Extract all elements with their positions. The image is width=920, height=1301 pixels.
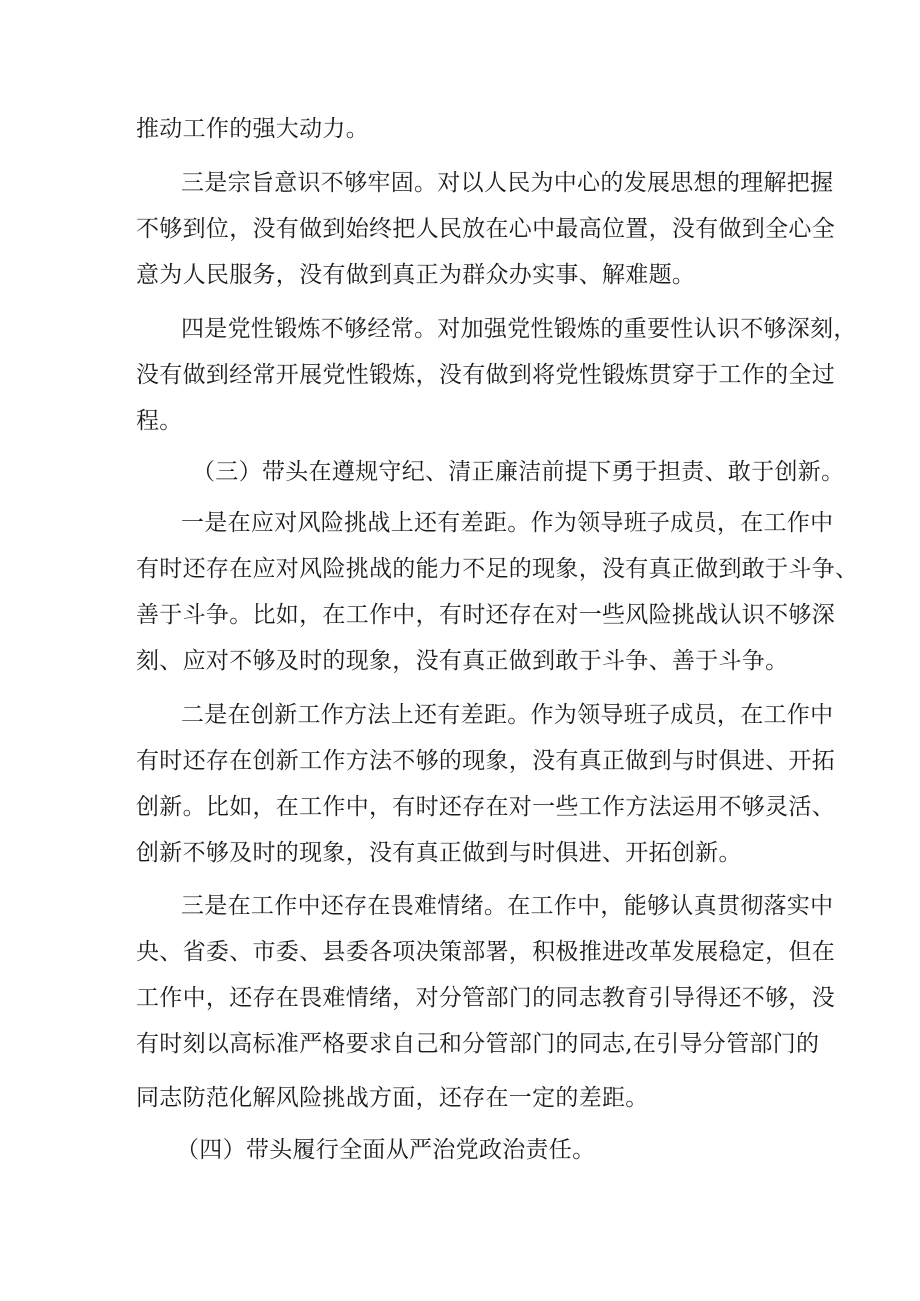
- text-line: 创新不够及时的现象，没有真正做到与时俱进、开拓创新。: [136, 840, 742, 866]
- text-line: 创新。比如，在工作中，有时还存在对一些工作方法运用不够灵活、: [136, 794, 835, 820]
- text-line: 不够到位，没有做到始终把人民放在心中最高位置，没有做到全心全: [136, 216, 835, 242]
- paragraph-first-line: 二是在创新工作方法上还有差距。作为领导班子成员，在工作中: [181, 702, 834, 728]
- paragraph-first-line: 三是宗旨意识不够牢固。对以人民为中心的发展思想的理解把握: [181, 170, 834, 196]
- paragraph-first-line: 一是在应对风险挑战上还有差距。作为领导班子成员，在工作中: [181, 510, 834, 536]
- text-line: 没有做到经常开展党性锻炼，没有做到将党性锻炼贯穿于工作的全过: [136, 362, 835, 388]
- text-line: 程。: [136, 408, 183, 434]
- text-line: 善于斗争。比如，在工作中，有时还存在对一些风险挑战认识不够深: [136, 602, 835, 628]
- text-line: 意为人民服务，没有做到真正为群众办实事、解难题。: [136, 262, 696, 288]
- text-line: 推动工作的强大动力。: [136, 116, 369, 142]
- text-line: 有时还存在创新工作方法不够的现象，没有真正做到与时俱进、开拓: [136, 748, 835, 774]
- text-line: 央、省委、市委、县委各项决策部署，积极推进改革发展稳定，但在: [136, 939, 835, 965]
- text-line: 同志防范化解风险挑战方面，还存在一定的差距。: [136, 1085, 649, 1111]
- section-heading: （四）带头履行全面从严治党政治责任。: [176, 1137, 596, 1163]
- text-line: 刻、应对不够及时的现象，没有真正做到敢于斗争、善于斗争。: [136, 648, 789, 674]
- text-line: 有时还存在应对风险挑战的能力不足的现象，没有真正做到敢于斗争、: [136, 556, 859, 582]
- text-line: 工作中，还存在畏难情绪，对分管部门的同志教育引导得还不够，没: [136, 985, 835, 1011]
- paragraph-first-line: 四是党性锻炼不够经常。对加强党性锻炼的重要性认识不够深刻，: [181, 316, 857, 342]
- text-line: 有时刻以高标准严格要求自己和分管部门的同志,在引导分管部门的: [136, 1031, 820, 1057]
- paragraph-first-line: 三是在工作中还存在畏难情绪。在工作中，能够认真贯彻落实中: [181, 893, 834, 919]
- section-heading: （三）带头在遵规守纪、清正廉洁前提下勇于担责、敢于创新。: [192, 459, 845, 485]
